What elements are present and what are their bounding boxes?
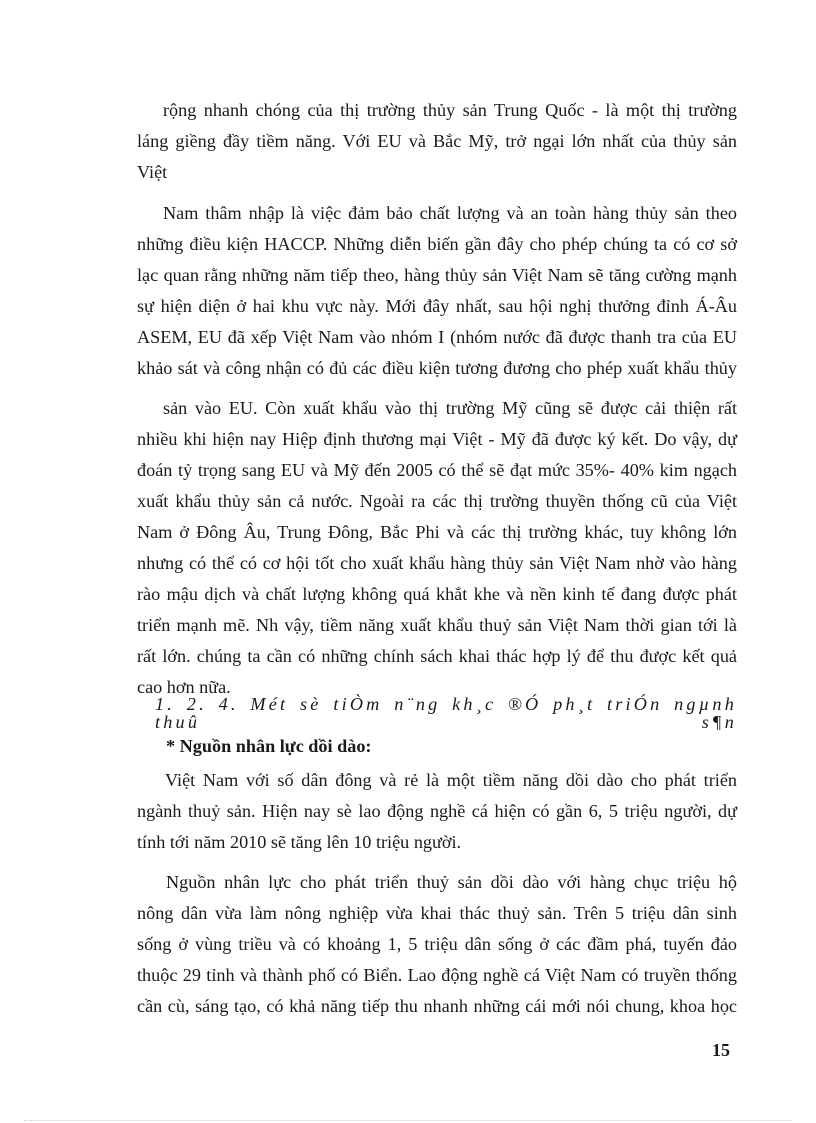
- footer-divider: [24, 1120, 792, 1121]
- text-line: nhiều khi hiện nay Hiệp định thương mại Việt - Mỹ đã được ký kết. Do vậy, dự: [137, 429, 737, 449]
- text-line: cần cù, sáng tạo, có khả năng tiếp thu nhanh những cái mới nói chung, khoa học: [137, 996, 737, 1016]
- text-line: đoán tỷ trọng sang EU và Mỹ đến 2005 có thể sẽ đạt mức 35%- 40% kim ngạch: [137, 460, 737, 480]
- text-line: Việt: [137, 162, 168, 182]
- text-line: Nam thâm nhập là việc đảm bảo chất lượng và an toàn hàng thủy sản theo: [163, 203, 737, 223]
- text-line: những điều kiện HACCP. Những diễn biến gần đây cho phép chúng ta có cơ sở: [137, 234, 737, 254]
- text-line: sản vào EU. Còn xuất khẩu vào thị trường Mỹ cũng sẽ được cải thiện rất: [163, 398, 737, 418]
- text-line: tính tới năm 2010 sẽ tăng lên 10 triệu người.: [137, 832, 462, 852]
- text-line: sống ở vùng triều và có khoảng 1, 5 triệu dân sống ở các đầm phá, tuyến đảo: [137, 934, 737, 954]
- text-line: lạc quan rằng những năm tiếp theo, hàng thủy sản Việt Nam sẽ tăng cường mạnh: [137, 265, 737, 285]
- text-line: ngành thuỷ sản. Hiện nay sè lao động nghề cá hiện có gần 6, 5 triệu người, dự: [137, 801, 737, 821]
- text-line: láng giềng đầy tiềm năng. Với EU và Bắc Mỹ, trở ngại lớn nhất của thủy sản: [137, 131, 737, 151]
- text-line: triển mạnh mẽ. Nh vậy, tiềm năng xuất khẩu thuỷ sản Việt Nam thời gian tới là: [137, 615, 737, 635]
- text-line: rào mậu dịch và chất lượng không quá khắt khe và nền kinh tế đang được phát: [137, 584, 737, 604]
- text-line: khảo sát và công nhận có đủ các điều kiện tương đương cho phép xuất khẩu thủy: [137, 358, 737, 378]
- text-line: nông dân vừa làm nông nghiệp vừa khai thác thuỷ sản. Trên 5 triệu dân sinh: [137, 903, 737, 923]
- text-line: thuộc 29 tỉnh và thành phố có Biển. Lao động nghề cá Việt Nam có truyền thống: [137, 965, 737, 985]
- subheading: * Nguồn nhân lực dồi dào:: [166, 736, 372, 756]
- section-heading: 1. 2. 4. Mét sè tiÒm n¨ng kh¸c ®Ó ph¸t triÓn ngµnh thuû s¶n: [155, 694, 737, 733]
- text-line: Việt Nam với số dân đông và rẻ là một tiềm năng dồi dào cho phát triển: [165, 770, 737, 790]
- text-line: Nguồn nhân lực cho phát triển thuỷ sản dồi dào với hàng chục triệu hộ: [166, 872, 737, 892]
- text-line: nhưng có thể có cơ hội tốt cho xuất khẩu hàng thủy sản Việt Nam nhờ vào hàng: [137, 553, 737, 573]
- text-line: cao hơn nữa.: [137, 677, 231, 697]
- text-line: rộng nhanh chóng của thị trường thủy sản Trung Quốc - là một thị trường: [163, 100, 737, 120]
- text-line: ASEM, EU đã xếp Việt Nam vào nhóm I (nhóm nước đã được thanh tra của EU: [137, 327, 737, 347]
- text-line: xuất khẩu thủy sản cả nước. Ngoài ra các thị trường thuyền thống cũ của Việt: [137, 491, 737, 511]
- text-line: sự hiện diện ở hai khu vực này. Mới đây nhất, sau hội nghị thưởng đỉnh Á-Âu: [137, 296, 737, 316]
- text-line: Nam ở Đông Âu, Trung Đông, Bắc Phi và các thị trường khác, tuy không lớn: [137, 522, 737, 542]
- text-line: rất lớn. chúng ta cần có những chính sách khai thác hợp lý để thu được kết quả: [137, 646, 737, 666]
- page-number: 15: [712, 1040, 730, 1060]
